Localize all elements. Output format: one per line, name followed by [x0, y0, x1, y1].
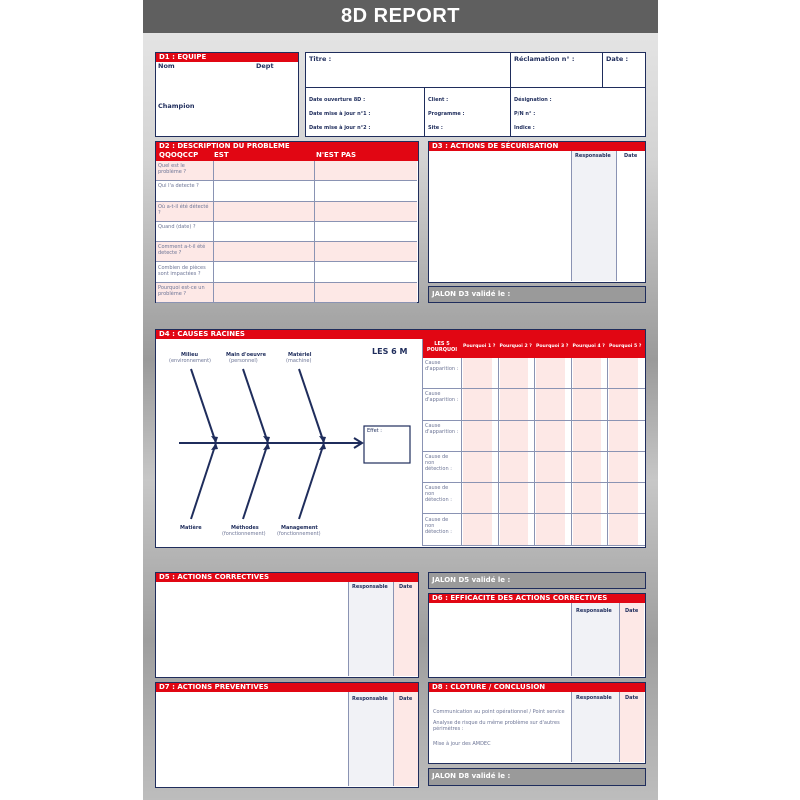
d8-date-column[interactable]	[619, 692, 644, 762]
d2-row-question: Pourquoi est-ce un problème ?	[158, 284, 205, 297]
d1-champion-label: Champion	[158, 102, 195, 110]
management-label: Management	[281, 525, 318, 531]
d2-row-question: Combien de pièces sont impactées ?	[158, 264, 206, 277]
d1-team-box	[155, 52, 299, 137]
client-label: Client :	[428, 97, 449, 103]
d6-header: D6 : EFFICACITE DES ACTIONS CORRECTIVES	[429, 594, 645, 603]
pourquoi-row-label: Cause de non détection :	[425, 516, 452, 535]
bone-materiel	[299, 369, 324, 443]
pourquoi-row-label: Cause d'apparition :	[425, 422, 459, 435]
d8-analyse-risque-line: Analyse de risque du même problème sur d'autres périmètres :	[433, 720, 560, 732]
d5-responsable-column[interactable]	[348, 582, 393, 676]
d6-date-header: Date	[625, 608, 639, 614]
d2-row[interactable]	[156, 161, 417, 181]
d2-row[interactable]	[156, 263, 417, 283]
d5-responsable-header: Responsable	[352, 584, 388, 590]
d4-header: D4 : CAUSES RACINES	[156, 330, 645, 339]
d3-responsable-header: Responsable	[575, 153, 611, 159]
date-maj2-label: Date mise à jour n°2 :	[309, 125, 371, 131]
client-box	[424, 87, 511, 137]
d3-jalon[interactable]: JALON D3 validé le :	[428, 286, 646, 303]
d2-col-est: EST	[214, 151, 229, 159]
d7-responsable-header: Responsable	[352, 696, 388, 702]
d6-efficacite-box	[428, 593, 646, 678]
cinq-pourquoi-header: LES 5 POURQUOI	[426, 341, 458, 353]
d8-header: D8 : CLOTURE / CONCLUSION	[429, 683, 645, 692]
milieu-sub: (environnement)	[169, 358, 211, 364]
d2-col-qqoqccp: QQOQCCP	[159, 151, 199, 159]
reclamation-field[interactable]	[510, 52, 603, 88]
titre-field[interactable]	[305, 52, 511, 88]
designation-label: Désignation :	[514, 97, 552, 103]
d5-date-column[interactable]	[393, 582, 418, 676]
d2-description-box	[155, 141, 419, 303]
pourquoi-col-header: Pourquoi 4 ?	[572, 344, 605, 349]
pourquoi-col-header: Pourquoi 2 ?	[499, 344, 532, 349]
pourquoi-row-label: Cause d'apparition :	[425, 360, 459, 372]
d2-row-question: Où a-t-il été détecté ?	[158, 203, 209, 216]
programme-label: Programme :	[428, 111, 465, 117]
d2-col-nest-pas: N'EST PAS	[316, 151, 356, 159]
d5-header: D5 : ACTIONS CORRECTIVES	[156, 573, 418, 582]
bone-milieu	[191, 369, 216, 443]
pourquoi-col-header: Pourquoi 5 ?	[609, 344, 642, 349]
d7-date-column[interactable]	[393, 692, 418, 786]
matiere-label: Matière	[180, 525, 202, 531]
d2-row[interactable]	[156, 242, 417, 262]
date-field[interactable]	[602, 52, 646, 88]
methodes-sub: (fonctionnement)	[222, 531, 266, 537]
titre-label: Titre :	[309, 55, 332, 63]
dates-box	[305, 87, 425, 137]
d2-row-question: Comment a-t-il été detecte ?	[158, 244, 206, 257]
d4-causes-box	[155, 329, 646, 548]
d5-date-header: Date	[399, 584, 413, 590]
d7-responsable-column[interactable]	[348, 692, 393, 786]
d7-date-header: Date	[399, 696, 413, 702]
pourquoi-col-header: Pourquoi 1 ?	[463, 344, 496, 349]
d8-jalon[interactable]: JALON D8 validé le :	[428, 768, 646, 786]
pourquoi-row[interactable]	[423, 483, 645, 514]
pourquoi-row-label: Cause d'apparition :	[425, 391, 459, 404]
page-title: 8D REPORT	[143, 0, 658, 33]
site-label: Site :	[428, 125, 443, 131]
d2-header: D2 : DESCRIPTION DU PROBLEME	[156, 142, 418, 151]
d8-responsable-header: Responsable	[576, 695, 612, 701]
cinq-pourquoi-table	[422, 339, 644, 546]
materiel-sub: (machine)	[286, 358, 312, 364]
management-sub: (fonctionnement)	[277, 531, 321, 537]
d1-header: D1 : EQUIPE	[156, 53, 298, 62]
d2-row-question: Quel est le problème ?	[158, 163, 187, 175]
d6-responsable-header: Responsable	[576, 608, 612, 614]
d5-correctives-box	[155, 572, 419, 678]
designation-box	[510, 87, 646, 137]
bone-main-oeuvre	[243, 369, 268, 443]
bone-matiere	[191, 443, 216, 519]
fishbone-diagram	[156, 339, 424, 547]
main-oeuvre-sub: (personnel)	[229, 358, 258, 364]
milieu-label: Milieu	[181, 352, 199, 358]
indice-label: Indice :	[514, 125, 535, 131]
d8-responsable-column[interactable]	[571, 692, 619, 762]
d3-securisation-box	[428, 141, 646, 283]
d7-preventives-box	[155, 682, 419, 788]
d2-column-headers	[156, 151, 418, 161]
pourquoi-row[interactable]	[423, 452, 645, 483]
bone-methodes	[243, 443, 268, 519]
pourquoi-row[interactable]	[423, 358, 645, 389]
date-maj1-label: Date mise à jour n°1 :	[309, 111, 371, 117]
d3-responsable-column[interactable]	[571, 151, 616, 281]
main-oeuvre-label: Main d'oeuvre	[226, 352, 266, 358]
pourquoi-row[interactable]	[423, 515, 645, 546]
d1-nom-label: Nom	[158, 62, 175, 70]
pn-label: P/N n° :	[514, 111, 536, 117]
date-label: Date :	[606, 55, 629, 63]
d8-amdec-line: Mise à jour des AMDEC	[433, 741, 491, 747]
pourquoi-row-label: Cause de non détection :	[425, 453, 452, 472]
reclamation-label: Réclamation n° :	[514, 55, 575, 63]
d8-cloture-box	[428, 682, 646, 764]
d2-row[interactable]	[156, 202, 417, 222]
d3-header: D3 : ACTIONS DE SÉCURISATION	[429, 142, 645, 151]
d5-jalon[interactable]: JALON D5 validé le :	[428, 572, 646, 589]
d2-row[interactable]	[156, 222, 417, 242]
materiel-label: Matériel	[288, 352, 312, 358]
date-ouverture-label: Date ouverture 8D :	[309, 97, 366, 103]
pourquoi-col-header: Pourquoi 3 ?	[536, 344, 569, 349]
pourquoi-row-label: Cause de non détection :	[425, 485, 452, 504]
les-6m-label: LES 6 M	[372, 347, 408, 356]
effet-label: Effet :	[367, 428, 382, 434]
d2-row-question: Quand (date) ?	[158, 223, 196, 230]
d8-communication-line: Communication au point opérationnel / Point service	[433, 709, 565, 715]
d1-dept-label: Dept	[256, 62, 274, 70]
d2-row-question: Qui l'a detecte ?	[158, 183, 199, 190]
d2-row[interactable]	[156, 181, 417, 201]
pourquoi-row[interactable]	[423, 389, 645, 420]
d2-row[interactable]	[156, 283, 417, 303]
d7-header: D7 : ACTIONS PREVENTIVES	[156, 683, 418, 692]
bone-management	[299, 443, 324, 519]
methodes-label: Méthodes	[231, 525, 259, 531]
d8-date-header: Date	[625, 695, 639, 701]
d3-date-header: Date	[624, 153, 638, 159]
pourquoi-row[interactable]	[423, 421, 645, 452]
